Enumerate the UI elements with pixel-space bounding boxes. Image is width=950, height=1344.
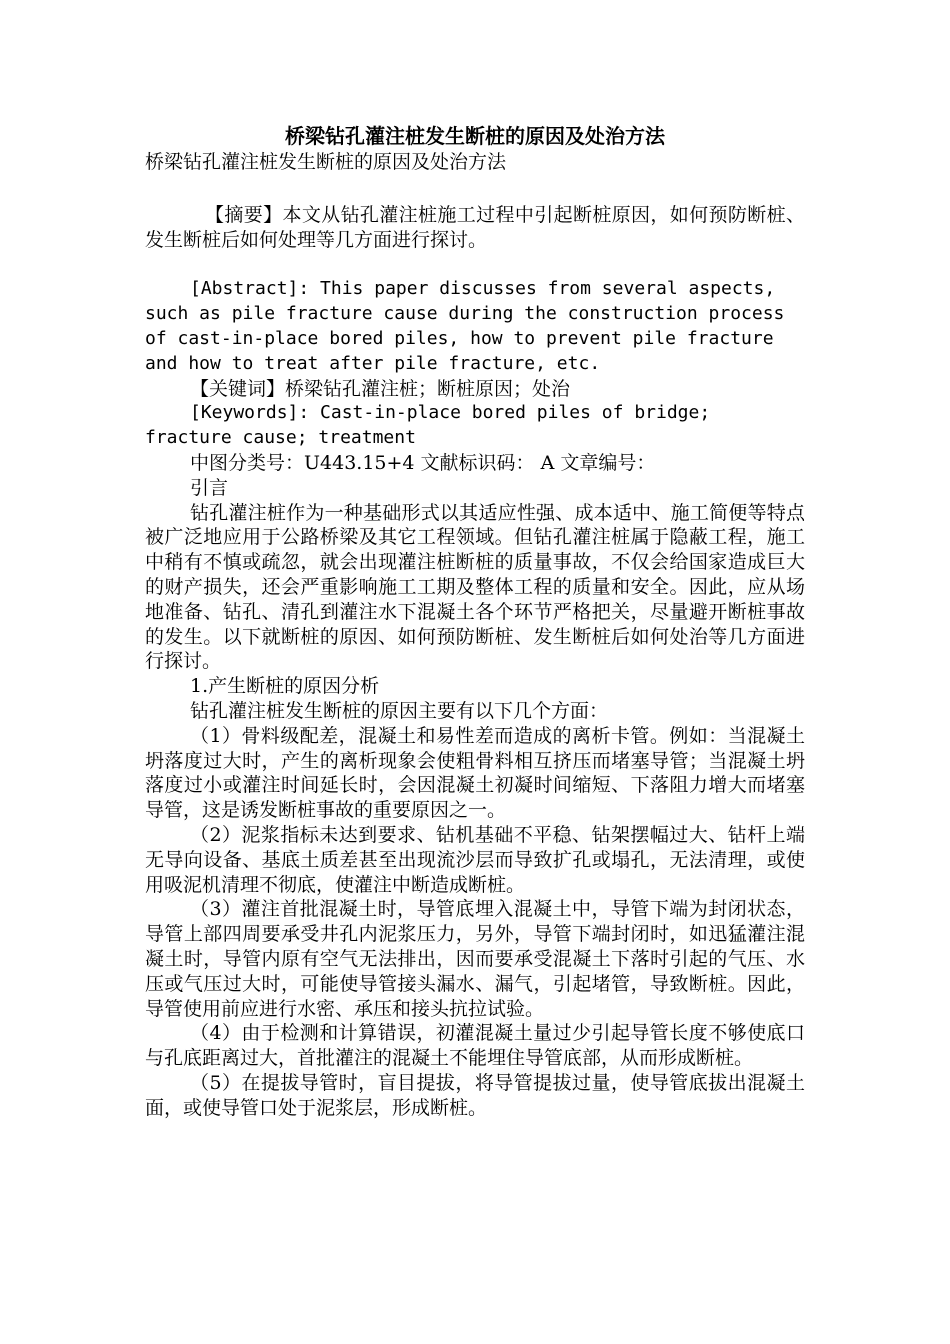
- section1-lead: 钻孔灌注桩发生断桩的原因主要有以下几个方面：: [190, 699, 609, 722]
- cause-item-4: （4）由于检测和计算错误，初灌混凝土量过少引起导管长度不够使底口与孔底距离过大，首批灌注的混凝土不能埋住导管底部，从而形成断桩。: [145, 1022, 805, 1070]
- document-subtitle: 桥梁钻孔灌注桩发生断桩的原因及处治方法: [145, 151, 507, 173]
- intro-paragraph: 钻孔灌注桩作为一种基础形式以其适应性强、成本适中、施工简便等特点被广泛地应用于公路桥梁及其它工程领域。但钻孔灌注桩属于隐蔽工程，施工中稍有不慎或疏忽，就会出现灌注桩断桩的质量事故，不仅会给国家造成巨大的财产损失，还会严重影响施工工期及整体工程的质量和安全。因此，应从场地准备、钻孔、清孔到灌注水下混凝土各个环节严格把关，尽量避开断桩事故的发生。以下就断桩的原因、如何预防断桩、发生断桩后如何处治等几方面进行探讨。: [145, 501, 805, 673]
- spacer: [145, 252, 805, 277]
- cause-item-5: （5）在提拔导管时，盲目提拔，将导管提拔过量，使导管底拔出混凝土面，或使导管口处于泥浆层，形成断桩。: [145, 1071, 805, 1119]
- keywords-english: [Keywords]: Cast-in-place bored piles of bridge; fracture cause; treatment: [145, 402, 711, 449]
- keywords-chinese: 【关键词】桥梁钻孔灌注桩；断桩原因；处治: [190, 377, 571, 400]
- spacer: [145, 175, 805, 203]
- abstract-chinese: 【摘要】本文从钻孔灌注桩施工过程中引起断桩原因，如何预防断桩、发生断桩后如何处理等几方面进行探讨。: [145, 203, 805, 251]
- intro-heading: 引言: [190, 476, 229, 499]
- document-body: [145, 122, 805, 1120]
- document-title: 桥梁钻孔灌注桩发生断桩的原因及处治方法: [285, 124, 665, 148]
- cause-item-3: （3）灌注首批混凝土时，导管底埋入混凝土中，导管下端为封闭状态，导管上部四周要承受井孔内泥浆压力，另外，导管下端封闭时，如迅猛灌注混凝土时，导管内原有空气无法排出，因而要承受混凝土下落时引起的气压、水压或气压过大时，可能使导管接头漏水、漏气，引起堵管，导致断桩。因此，导管使用前应进行水密、承压和接头抗拉试验。: [145, 898, 805, 1020]
- section1-heading: 1.产生断桩的原因分析: [190, 675, 380, 698]
- abstract-english: [Abstract]: This paper discusses from several aspects, such as pile fracture cause during the construction process of cast-in-place bored piles, how to prevent pile fracture and how to treat after pile fracture, etc.: [145, 278, 785, 374]
- cause-item-1: （1）骨料级配差，混凝土和易性差而造成的离析卡管。例如：当混凝土坍落度过大时，产生的离析现象会使粗骨料相互挤压而堵塞导管；当混凝土坍落度过小或灌注时间延长时，会因混凝土初凝时间缩短、下落阻力增大而堵塞导管，这是诱发断桩事故的重要原因之一。: [145, 724, 805, 822]
- classification-line: 中图分类号：U443.15+4 文献标识码： A 文章编号：: [190, 451, 656, 474]
- cause-item-2: （2）泥浆指标未达到要求、钻机基础不平稳、钻架摆幅过大、钻杆上端无导向设备、基底土质差甚至出现流沙层而导致扩孔或塌孔，无法清理，或使用吸泥机清理不彻底，使灌注中断造成断桩。: [145, 823, 805, 896]
